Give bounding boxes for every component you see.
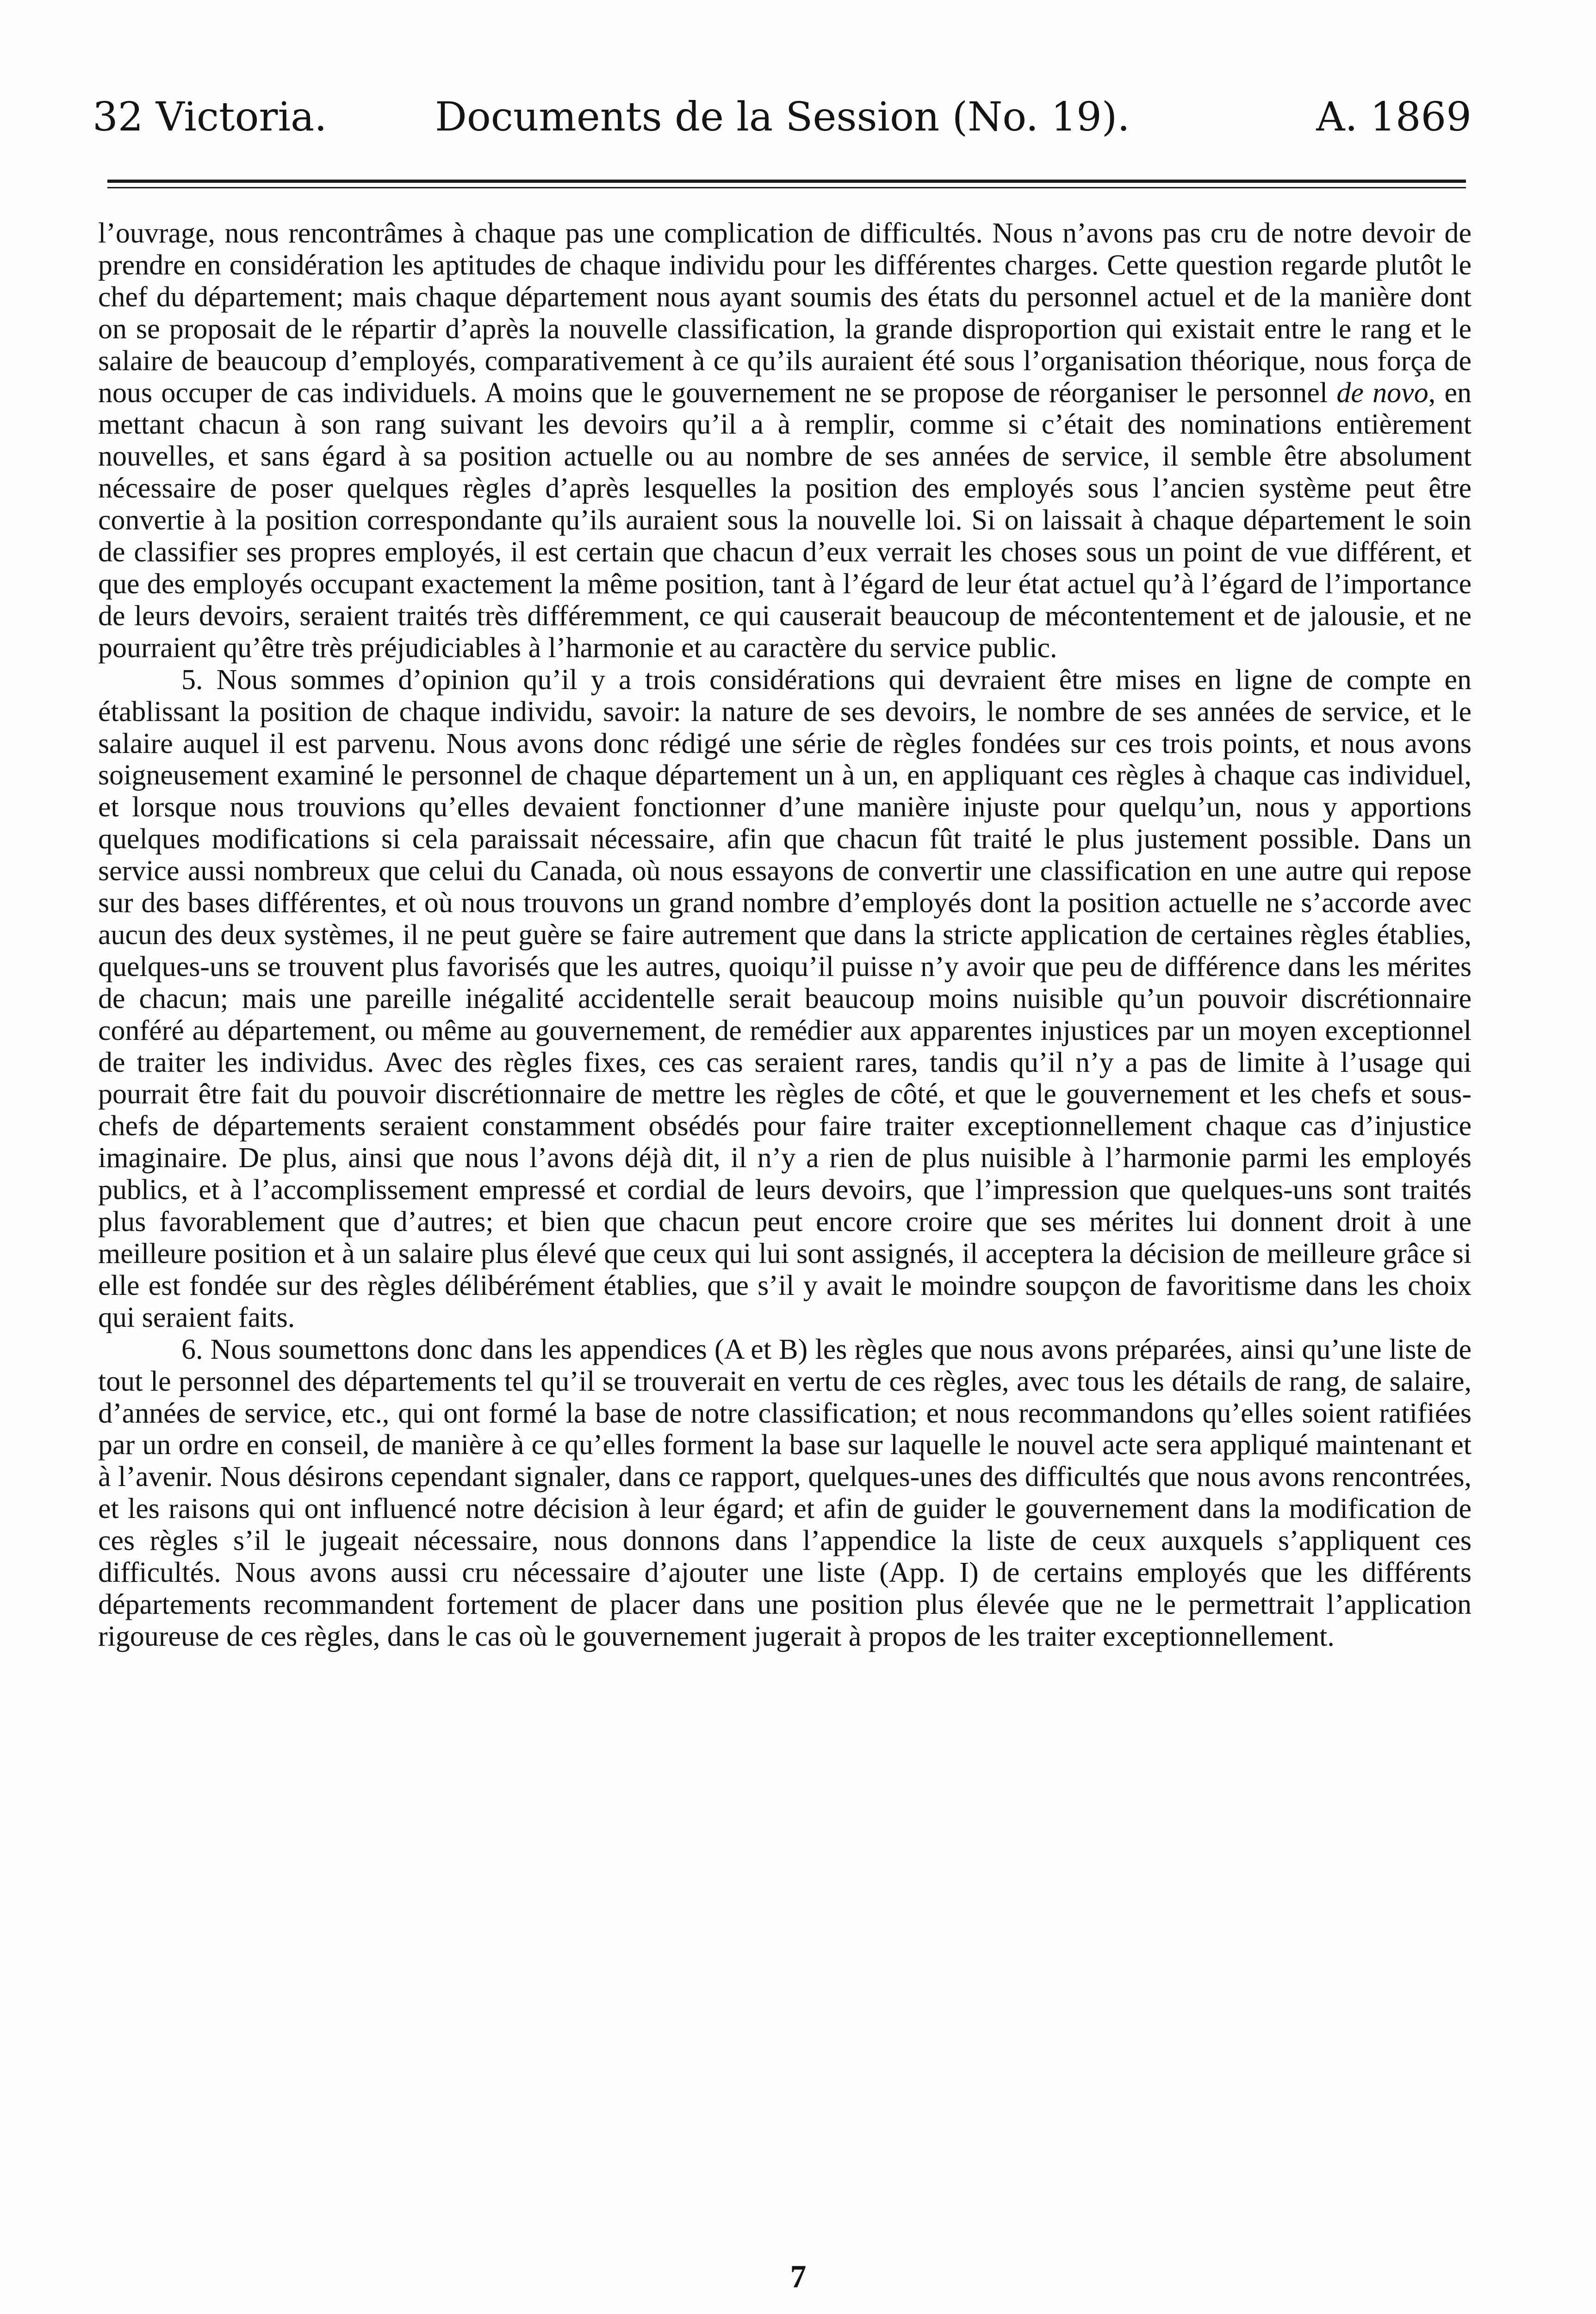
header-rule-thin [107, 187, 1466, 188]
body-text [98, 218, 1472, 2245]
running-head [93, 87, 1472, 147]
page-number: 7 [790, 2259, 807, 2295]
header-year: A. 1869 [1316, 94, 1472, 140]
paragraph-continued-italic: de novo [1336, 377, 1428, 409]
paragraph-5: 5. Nous sommes d’opinion qu’il y a trois considérations qui devraient être mises en ligne de compte en établissant la position de chaque individu, savoir: la nature de ses devoirs, le nombre de ses années de service, et le salaire auquel il est parvenu. Nous avons donc rédigé une série de règles fondées sur ces trois points, et nous avons soigneusement examiné le personnel de chaque département un à un, en appliquant ces règles à chaque cas individuel, et lorsque nous trouvions qu’elles devaient fonctionner d’une manière injuste pour quelqu’un, nous y apportions quelques modifications si cela paraissait nécessaire, afin que chacun fût traité le plus justement possible. Dans un service aussi nombreux que celui du Canada, où nous essayons de convertir une classification en une autre qui repose sur des bases différentes, et où nous trouvons un grand nombre d’employés dont la position actuelle ne s’accorde avec aucun des deux systèmes, il ne peut guère se faire autrement que dans la stricte application de certaines règles établies, quelques-uns se trouvent plus favorisés que les autres, quoiqu’il puisse n’y avoir que peu de différence dans les mérites de chacun; mais une pareille inégalité accidentelle serait beaucoup moins nuisible qu’un pouvoir discrétionnaire conféré au département, ou même au gouvernement, de remédier aux apparentes injustices par un moyen exceptionnel de traiter les individus. Avec des règles fixes, ces cas seraient rares, tandis qu’il n’y a pas de limite à l’usage qui pourrait être fait du pouvoir discrétionnaire de mettre les règles de côté, et que le gouvernement et les chefs et sous-chefs de départements seraient constamment obsédés pour faire traiter exceptionnellement chaque cas d’injustice imaginaire. De plus, ainsi que nous l’avons déjà dit, il n’y a rien de plus nuisible à l’harmonie parmi les employés publics, et à l’accomplissement empressé et cordial de leurs devoirs, que l’impression que quelques-uns sont traités plus favorablement que d’autres; et bien que chacun peut encore croire que ses mérites lui donnent droit à une meilleure position et à un salaire plus élevé que ceux qui lui sont assignés, il acceptera la décision de meilleure grâce si elle est fondée sur des règles délibérément établies, que s’il y avait le moindre soupçon de favoritisme dans les choix qui seraient faits. [98, 664, 1472, 1333]
header-document-title: Documents de la Session (No. 19). [435, 94, 1130, 140]
paragraph-continued [98, 218, 1472, 664]
paragraph-6: 6. Nous soumettons donc dans les appendices (A et B) les règles que nous avons préparées, ainsi qu’une liste de tout le personnel des départements tel qu’il se trouverait en vertu de ces règles, avec tous les détails de rang, de salaire, d’années de service, etc., qui ont formé la base de notre classification; et nous recommandons qu’elles soient ratifiées par un ordre en conseil, de manière à ce qu’elles forment la base sur laquelle le nouvel acte sera appliqué maintenant et à l’avenir. Nous désirons cependant signaler, dans ce rapport, quelques-unes des difficultés que nous avons rencontrées, et les raisons qui ont influencé notre décision à leur égard; et afin de guider le gouvernement dans la modification de ces règles s’il le jugeait nécessaire, nous donnons dans l’appendice la liste de ceux auxquels s’appliquent ces difficultés. Nous avons aussi cru nécessaire d’ajouter une liste (App. I) de certains employés que les différents départements recommandent fortement de placer dans une position plus élevée que ne le permettrait l’application rigoureuse de ces règles, dans le cas où le gouvernement jugerait à propos de les traiter exceptionnellement. [98, 1333, 1472, 1652]
paragraph-continued-rest: , en mettant chacun à son rang suivant les devoirs qu’il a à remplir, comme si c’était des nominations entièrement nouvelles, et sans égard à sa position actuelle ou au nombre de ses années de service, il semble être absolument nécessaire de poser quelques règles d’après lesquelles la position des employés sous l’ancien système peut être convertie à la position correspondante qu’ils auraient sous la nouvelle loi. Si on laissait à chaque département le soin de classifier ses propres employés, il est certain que chacun d’eux verrait les choses sous un point de vue différent, et que des employés occupant exactement la même position, tant à l’égard de leur état actuel qu’à l’égard de l’importance de leurs devoirs, seraient traités très différemment, ce qui causerait beaucoup de mécontentement et de jalousie, et ne pourraient qu’être très préjudiciables à l’harmonie et au caractère du service public. [98, 377, 1472, 664]
header-rule-thick [107, 180, 1466, 183]
paragraph-continued-text: l’ouvrage, nous rencontrâmes à chaque pas une complication de difficultés. Nous n’avons pas cru de notre devoir de prendre en considération les aptitudes de chaque individu pour les différentes charges. Cette question regarde plutôt le chef du département; mais chaque département nous ayant soumis des états du personnel actuel et de la manière dont on se proposait de le répartir d’après la nouvelle classification, la grande disproportion qui existait entre le rang et le salaire de beaucoup d’employés, comparativement à ce qu’ils auraient été sous l’organisation théorique, nous força de nous occuper de cas individuels. A moins que le gouvernement ne se propose de réorganiser le personnel [98, 218, 1472, 409]
header-session-year: 32 Victoria. [93, 94, 327, 140]
